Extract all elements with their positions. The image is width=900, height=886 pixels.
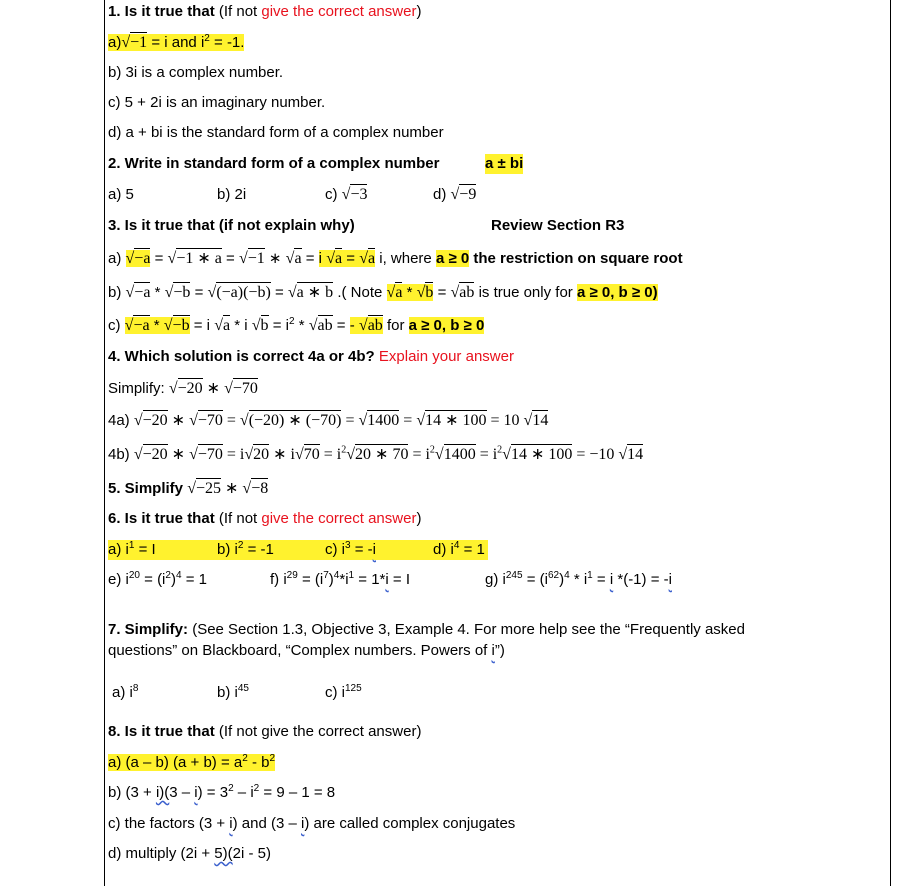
q3-b-hl: √a * √b bbox=[386, 284, 434, 301]
q7-item-b bbox=[217, 683, 249, 703]
q6-e-end: = 1 bbox=[181, 571, 207, 588]
q4-a-e2: = bbox=[341, 412, 359, 429]
q6-f-exp4: 1 bbox=[348, 570, 355, 581]
q6-highlight-band bbox=[108, 540, 488, 560]
q6-item-d bbox=[433, 540, 485, 560]
q6-a-exp: 1 bbox=[128, 540, 135, 551]
q7-c: c) i bbox=[325, 684, 345, 701]
q2-item-a: a) 5 bbox=[108, 186, 134, 203]
q4-b-e1: = i bbox=[222, 446, 245, 463]
q6-c-exp: 3 bbox=[345, 540, 351, 551]
q3-a-eq3: = bbox=[301, 250, 319, 267]
q4-solution-a: 4a) √−20 ∗ √−70 = √(−20) ∗ (−70) = √1400 = √14 ∗ 100 = 10 √14 bbox=[108, 412, 549, 429]
q6-g-i: i bbox=[609, 571, 614, 588]
q3-a-mul: ∗ bbox=[264, 250, 286, 267]
q3-b-rad5: a bbox=[395, 284, 403, 301]
q3-a-eq2: = bbox=[221, 250, 239, 267]
q3-b-rad7: ab bbox=[459, 284, 475, 301]
q6-heading: 6. Is it true that bbox=[108, 510, 215, 527]
q6-b-end: = -1 bbox=[243, 541, 274, 558]
q3-c-rad4: b bbox=[260, 317, 269, 334]
q6-heading-line bbox=[108, 509, 421, 529]
q8-a-exp1: 2 bbox=[242, 753, 248, 764]
q7-item-a bbox=[112, 683, 138, 703]
q6-g-mid4: = bbox=[592, 571, 610, 588]
q3-c-rad2: −b bbox=[172, 317, 190, 334]
q4-b-e4: = i bbox=[475, 446, 498, 463]
q3-a-eq1: = bbox=[150, 250, 168, 267]
q3-b-rad1: −a bbox=[134, 284, 151, 301]
q3-item-b: b) √−a * √−b = √(−a)(−b) = √a ∗ b .( Note √a * √b = √ab is true only for a ≥ 0, b ≥ 0) bbox=[108, 284, 658, 301]
q4-simplify-label: Simplify: bbox=[108, 380, 169, 397]
q4-s-rad1: −20 bbox=[177, 380, 203, 397]
q3-b-rad4: a ∗ b bbox=[296, 284, 334, 301]
q4-a-r1: −20 bbox=[142, 412, 168, 429]
q3-a-tail: i, where bbox=[375, 250, 436, 267]
q3-c-mul3: * bbox=[294, 317, 309, 334]
q1-a-radical: −1 bbox=[130, 34, 148, 51]
q6-e-exp2: 2 bbox=[165, 570, 171, 581]
q4-a-r6: 14 bbox=[532, 412, 549, 429]
q6-c-i: i bbox=[372, 541, 376, 558]
q8-heading: 8. Is it true that bbox=[108, 723, 215, 740]
q3-c-hl1: √−a * √−b bbox=[124, 317, 190, 334]
q3-item-a: a) √−a = √−1 ∗ a = √−1 ∗ √a = i √a = √a i, where a ≥ 0 the restriction on square root bbox=[108, 250, 683, 267]
q8-b-wav: i)( bbox=[155, 784, 170, 801]
q4-b-x3: 2 bbox=[497, 444, 503, 456]
q3-c-eq1: = i bbox=[189, 317, 215, 334]
q3-a-rad3: −1 bbox=[247, 250, 265, 267]
q1-paren-close: ) bbox=[416, 3, 422, 20]
q8-b-end: = 9 – 1 = 8 bbox=[259, 784, 336, 801]
q4-b-r7: 14 ∗ 100 bbox=[510, 446, 573, 463]
q6-e-exp1: 20 bbox=[128, 570, 140, 581]
q7-b-exp: 45 bbox=[237, 683, 249, 694]
q7-a-exp: 8 bbox=[132, 683, 139, 694]
q4-a-r4: 1400 bbox=[367, 412, 400, 429]
q2-d-radical: −9 bbox=[459, 186, 477, 203]
q8-c-mid: ) and (3 – bbox=[232, 815, 302, 832]
q6-c-eq: = - bbox=[350, 541, 373, 558]
q6-f-end: = I bbox=[388, 571, 410, 588]
q8-b-i: i bbox=[194, 784, 198, 801]
q2-item-b: b) 2i bbox=[217, 186, 247, 203]
q6-item-f bbox=[270, 570, 410, 590]
q7-a: a) i bbox=[112, 684, 133, 701]
q7-text2: questions” on Blackboard, “Complex numbers. Powers of bbox=[108, 642, 492, 659]
q8-c-start: c) the factors (3 + bbox=[108, 815, 230, 832]
q4-b-e2: = i bbox=[319, 446, 342, 463]
q7-text2-end: ”) bbox=[494, 642, 505, 659]
q6-paren-close: ) bbox=[416, 510, 422, 527]
q6-g-i2: i bbox=[668, 571, 672, 588]
q3-a-rad6: a bbox=[367, 250, 376, 267]
q6-a-end: = I bbox=[134, 541, 156, 558]
q4-b-r6: 1400 bbox=[443, 446, 476, 463]
q7-c-exp: 125 bbox=[345, 683, 362, 694]
q3-c-exp: 2 bbox=[288, 316, 295, 327]
q3-c-rad1: −a bbox=[133, 317, 150, 334]
q6-b-exp: 2 bbox=[237, 540, 244, 551]
q4-s-rad2: −70 bbox=[232, 380, 258, 397]
q3-c-label: c) bbox=[108, 317, 121, 334]
q3-review-note: Review Section R3 bbox=[491, 217, 625, 234]
q1-red-instruction: give the correct answer bbox=[261, 3, 417, 20]
q6-b: b) i bbox=[217, 541, 238, 558]
q4-b-x2: 2 bbox=[429, 444, 435, 456]
q8-item-c bbox=[108, 814, 515, 834]
q3-c-condition: a ≥ 0, b ≥ 0 bbox=[408, 317, 485, 334]
q3-a-note: the restriction on square root bbox=[469, 250, 683, 267]
q6-c: c) i bbox=[325, 541, 345, 558]
q3-c-mul: * bbox=[149, 317, 164, 334]
q4-b-r1: −20 bbox=[142, 446, 168, 463]
q6-g-exp4: 1 bbox=[587, 570, 593, 581]
q7-heading: 7. Simplify: bbox=[108, 621, 189, 638]
q8-d-start: d) multiply (2i + bbox=[108, 845, 215, 862]
q5-heading: 5. Simplify bbox=[108, 480, 188, 497]
q3-c-rad3: a bbox=[222, 317, 231, 334]
q8-paren: (If not give the correct answer) bbox=[214, 723, 422, 740]
q6-g-mid3: * i bbox=[569, 571, 588, 588]
q3-c-rad5: ab bbox=[317, 317, 333, 334]
q3-b-note-mid: is true only for bbox=[474, 284, 577, 301]
q2-c-radical: −3 bbox=[350, 186, 368, 203]
q8-c-i1: i bbox=[229, 815, 233, 832]
q6-item-c bbox=[325, 540, 376, 560]
q4-b-r8: 14 bbox=[627, 446, 644, 463]
q1-heading-line bbox=[108, 2, 421, 22]
q6-f-exp2: 7 bbox=[323, 570, 329, 581]
q4-simplify: Simplify: √−20 ∗ √−70 bbox=[108, 380, 258, 397]
q6-f-mid2: ) bbox=[328, 571, 334, 588]
q6-e-exp3: 4 bbox=[175, 570, 182, 581]
q7-line-2 bbox=[108, 641, 505, 661]
q8-a: a) (a – b) (a + b) = a bbox=[108, 754, 243, 771]
q4-b-m2: ∗ i bbox=[269, 446, 295, 463]
q7-line-1 bbox=[108, 620, 745, 640]
q6-item-a bbox=[108, 540, 156, 560]
q6-f-mid3: *i bbox=[339, 571, 349, 588]
q3-c-for: for bbox=[382, 317, 409, 334]
q6-item-g bbox=[485, 570, 672, 590]
q3-b-rad2: −b bbox=[173, 284, 191, 301]
q1-a-label: a) bbox=[108, 34, 122, 51]
q3-c-rad6: ab bbox=[367, 317, 383, 334]
q5-r2: −8 bbox=[251, 480, 269, 497]
q6-d-end: = 1 bbox=[459, 541, 485, 558]
q6-e: e) i bbox=[108, 571, 129, 588]
q3-b-eq3: = bbox=[433, 284, 451, 301]
q6-red-instruction: give the correct answer bbox=[261, 510, 417, 527]
q6-g-mid2: ) bbox=[559, 571, 565, 588]
q3-c-neg: - bbox=[349, 317, 359, 334]
q3-b-note-open: .( Note bbox=[333, 284, 387, 301]
q2-d-label: d) bbox=[433, 186, 447, 203]
q3-b-condition: a ≥ 0, b ≥ 0) bbox=[576, 284, 658, 301]
q7-text1: (See Section 1.3, Objective 3, Example 4. For more help see the “Frequently asked bbox=[188, 621, 745, 638]
q1-item-b: b) 3i is a complex number. bbox=[108, 64, 284, 81]
q2-standard-form-badge: a ± bi bbox=[485, 155, 524, 172]
q1-heading: 1. Is it true that bbox=[108, 3, 215, 20]
q1-paren-open: (If not bbox=[214, 3, 262, 20]
q6-g-exp3: 4 bbox=[564, 570, 570, 581]
q8-d-end: 2i - 5) bbox=[232, 845, 271, 862]
q4-b-r4: 70 bbox=[303, 446, 320, 463]
q8-b-mid2: ) = 3 bbox=[197, 784, 229, 801]
q6-paren-open: (If not bbox=[214, 510, 262, 527]
q4-red-instruction: Explain your answer bbox=[374, 348, 514, 365]
q8-b-mid: 3 – bbox=[169, 784, 195, 801]
q1-a-highlight: a)√−1 = i and $i^2 = -1$. bbox=[108, 33, 245, 51]
q8-a-mid: - b bbox=[247, 754, 270, 771]
q3-c-eq3: = bbox=[332, 317, 350, 334]
q8-a-exp2: 2 bbox=[269, 753, 276, 764]
q6-g-exp2: 62 bbox=[547, 570, 560, 581]
q4-a-r3: (−20) ∗ (−70) bbox=[248, 412, 342, 429]
q6-f-exp3: 4 bbox=[333, 570, 340, 581]
q1-a-exp: 2 bbox=[204, 33, 210, 44]
q3-c-hl2: - √ab bbox=[349, 317, 383, 334]
q6-g-exp1: 245 bbox=[505, 570, 523, 581]
q2-c-label: c) bbox=[325, 186, 338, 203]
q4-a-r2: −70 bbox=[197, 412, 223, 429]
q4-a-label: 4a) bbox=[108, 412, 134, 429]
q4-a-r5: 14 ∗ 100 bbox=[425, 412, 487, 429]
q3-b-rad6: b bbox=[425, 284, 434, 301]
q3-c-eq2: = i bbox=[268, 317, 289, 334]
q6-d-exp: 4 bbox=[453, 540, 460, 551]
q3-item-c: c) √−a * √−b = i √a * i $√b = i^2 * √ab$ = - √ab for a ≥ 0, b ≥ 0 bbox=[108, 316, 485, 334]
q4-heading-line bbox=[108, 347, 514, 367]
q8-b-exp2: 2 bbox=[253, 783, 260, 794]
q6-g-mid5: *(-1) = - bbox=[613, 571, 669, 588]
q6-item-e bbox=[108, 570, 207, 590]
q7-text2-i: i bbox=[491, 642, 495, 659]
q8-d-wav: 5)( bbox=[214, 845, 233, 862]
q7-b: b) i bbox=[217, 684, 238, 701]
q3-a-rad4: a bbox=[294, 250, 302, 267]
q3-b-rad3: (−a)(−b) bbox=[216, 284, 271, 301]
q3-b-eq1: = bbox=[190, 284, 208, 301]
q5-r1: −25 bbox=[195, 480, 222, 497]
q4-b-x1: 2 bbox=[341, 444, 347, 456]
q6-e-mid: = (i bbox=[139, 571, 166, 588]
q4-s-mul: ∗ bbox=[202, 380, 225, 397]
q6-e-mid2: ) bbox=[170, 571, 176, 588]
q1-item-c: c) 5 + 2i is an imaginary number. bbox=[108, 94, 326, 111]
q4-b-r5: 20 ∗ 70 bbox=[355, 446, 409, 463]
q6-f: f) i bbox=[270, 571, 287, 588]
q3-a-i: i bbox=[318, 250, 323, 267]
q4-b-r3: 20 bbox=[253, 446, 270, 463]
q6-g: g) i bbox=[485, 571, 506, 588]
q2-item-c: c) √−3 bbox=[325, 186, 368, 203]
q6-a: a) i bbox=[108, 541, 129, 558]
q7-item-c bbox=[325, 683, 362, 703]
q4-heading: 4. Which solution is correct 4a or 4b? bbox=[108, 348, 375, 365]
q3-b-label: b) bbox=[108, 284, 122, 301]
q3-a-rad2: −1 ∗ a bbox=[176, 250, 222, 267]
q6-d: d) i bbox=[433, 541, 454, 558]
q4-b-label: 4b) bbox=[108, 446, 134, 463]
q6-f-exp1: 29 bbox=[286, 570, 298, 581]
q5-line: 5. Simplify √−25 ∗ √−8 bbox=[108, 480, 269, 497]
q3-a-rad1: −a bbox=[134, 250, 151, 267]
q8-c-end: ) are called complex conjugates bbox=[304, 815, 516, 832]
q3-c-mul2: * i bbox=[230, 317, 252, 334]
q3-b-eq2: = bbox=[270, 284, 288, 301]
q2-item-d: d) √−9 bbox=[433, 186, 477, 203]
q1-a-rest: = i and i bbox=[147, 34, 205, 51]
q3-b-mul2: * bbox=[402, 284, 417, 301]
q1-item-d: d) a + bi is the standard form of a complex number bbox=[108, 124, 444, 141]
q4-b-m1: ∗ bbox=[167, 446, 190, 463]
q3-a-label: a) bbox=[108, 250, 122, 267]
q6-f-i: i bbox=[385, 571, 389, 588]
q6-f-mid4: = 1* bbox=[354, 571, 386, 588]
q8-item-d bbox=[108, 844, 271, 864]
q8-b-mid3: – i bbox=[233, 784, 254, 801]
q8-c-i2: i bbox=[301, 815, 305, 832]
q4-solution-b: 4b) √−20 ∗ √−70 = i√20 ∗ $i√70 = i^2√20$ ∗ $70 = i^2√1400 = i^2√14$ ∗ 100 = −10 √14 bbox=[108, 444, 644, 463]
q4-a-m1: ∗ bbox=[167, 412, 190, 429]
q4-b-e5: = −10 bbox=[572, 446, 619, 463]
q6-item-b bbox=[217, 540, 274, 560]
q6-f-mid: = (i bbox=[297, 571, 324, 588]
q8-b-exp1: 2 bbox=[228, 783, 234, 794]
q3-a-eq4: = bbox=[342, 250, 360, 267]
q2-heading: 2. Write in standard form of a complex number bbox=[108, 155, 440, 172]
q5-mul: ∗ bbox=[221, 480, 243, 497]
q8-a-highlight bbox=[108, 754, 275, 771]
q4-b-e3: = i bbox=[408, 446, 430, 463]
q3-a-rad5: a bbox=[334, 250, 343, 267]
q8-item-b bbox=[108, 783, 335, 803]
q4-a-e3: = bbox=[399, 412, 417, 429]
q3-a-hl1: √−a bbox=[125, 250, 151, 267]
q4-b-r2: −70 bbox=[197, 446, 223, 463]
q1-item-a bbox=[108, 33, 244, 53]
q4-a-e1: = bbox=[222, 412, 240, 429]
q6-g-mid: = (i bbox=[522, 571, 548, 588]
q8-item-a bbox=[108, 753, 275, 773]
q3-a-restriction: a ≥ 0 bbox=[435, 250, 470, 267]
q8-b-start: b) (3 + bbox=[108, 784, 156, 801]
q3-b-mul: * bbox=[150, 284, 165, 301]
q4-a-e4: = 10 bbox=[486, 412, 524, 429]
q1-a-end: = -1. bbox=[209, 34, 245, 51]
q3-heading: 3. Is it true that (if not explain why) bbox=[108, 217, 355, 234]
q8-heading-line bbox=[108, 722, 421, 742]
q3-a-hl2: i √a = √a bbox=[318, 250, 376, 267]
